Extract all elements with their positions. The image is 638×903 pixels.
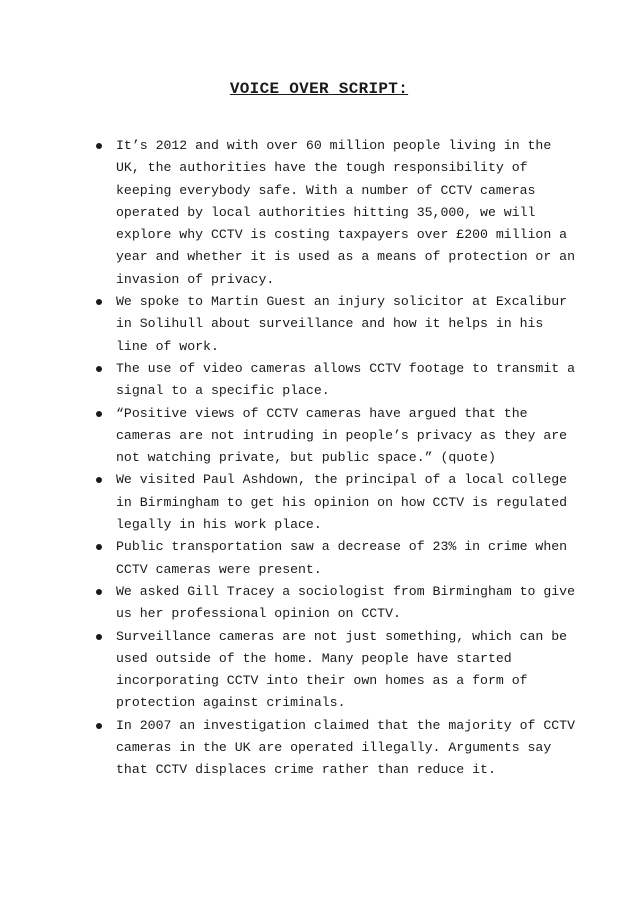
bullet-icon: [96, 589, 102, 595]
script-bullet-list: [96, 135, 576, 782]
bullet-icon: [96, 723, 102, 729]
list-item-text: It’s 2012 and with over 60 million people living in the UK, the authorities have the tough responsibility of keeping everybody safe. With a number of CCTV cameras operated by local authorities hitting 35,000, we will explore why CCTV is costing taxpayers over £200 million a year and whether it is used as a means of protection or an invasion of privacy.: [116, 138, 575, 287]
list-item-text: We spoke to Martin Guest an injury solicitor at Excalibur in Solihull about surveillance and how it helps in his line of work.: [116, 294, 568, 354]
list-item-text: In 2007 an investigation claimed that the majority of CCTV cameras in the UK are operated illegally. Arguments say that CCTV displaces crime rather than reduce it.: [116, 717, 575, 778]
list-item: [96, 536, 576, 581]
list-item-text: We asked Gill Tracey a sociologist from Birmingham to give us her professional opinion on CCTV.: [116, 583, 575, 622]
list-item-text: We visited Paul Ashdown, the principal of a local college in Birmingham to get his opinion on how CCTV is regulated legally in his work place.: [116, 472, 568, 533]
page-title: VOICE OVER SCRIPT:: [229, 80, 409, 98]
bullet-icon: [96, 366, 102, 372]
bullet-icon: [96, 634, 102, 640]
list-item: [96, 291, 576, 358]
list-item-text: Public transportation saw a decrease of 23% in crime when CCTV cameras were present.: [116, 539, 568, 577]
list-item: [96, 469, 576, 536]
list-item: [96, 358, 576, 403]
list-item: [96, 581, 576, 626]
list-item: [96, 135, 576, 291]
list-item: [96, 626, 576, 715]
list-item: [96, 715, 576, 782]
bullet-icon: [96, 411, 102, 417]
list-item-text: The use of video cameras allows CCTV footage to transmit a signal to a specific place.: [116, 360, 575, 399]
list-item: [96, 403, 576, 470]
bullet-icon: [96, 544, 102, 550]
list-item-text: “Positive views of CCTV cameras have argued that the cameras are not intruding in people’s privacy as they are not watching private, but public space.” (quote): [116, 405, 568, 466]
bullet-icon: [96, 143, 102, 149]
list-item-text: Surveillance cameras are not just something, which can be used outside of the home. Many people have started incorporating CCTV into their own homes as a form of protection against criminals.: [116, 628, 568, 711]
bullet-icon: [96, 477, 102, 483]
bullet-icon: [96, 299, 102, 305]
